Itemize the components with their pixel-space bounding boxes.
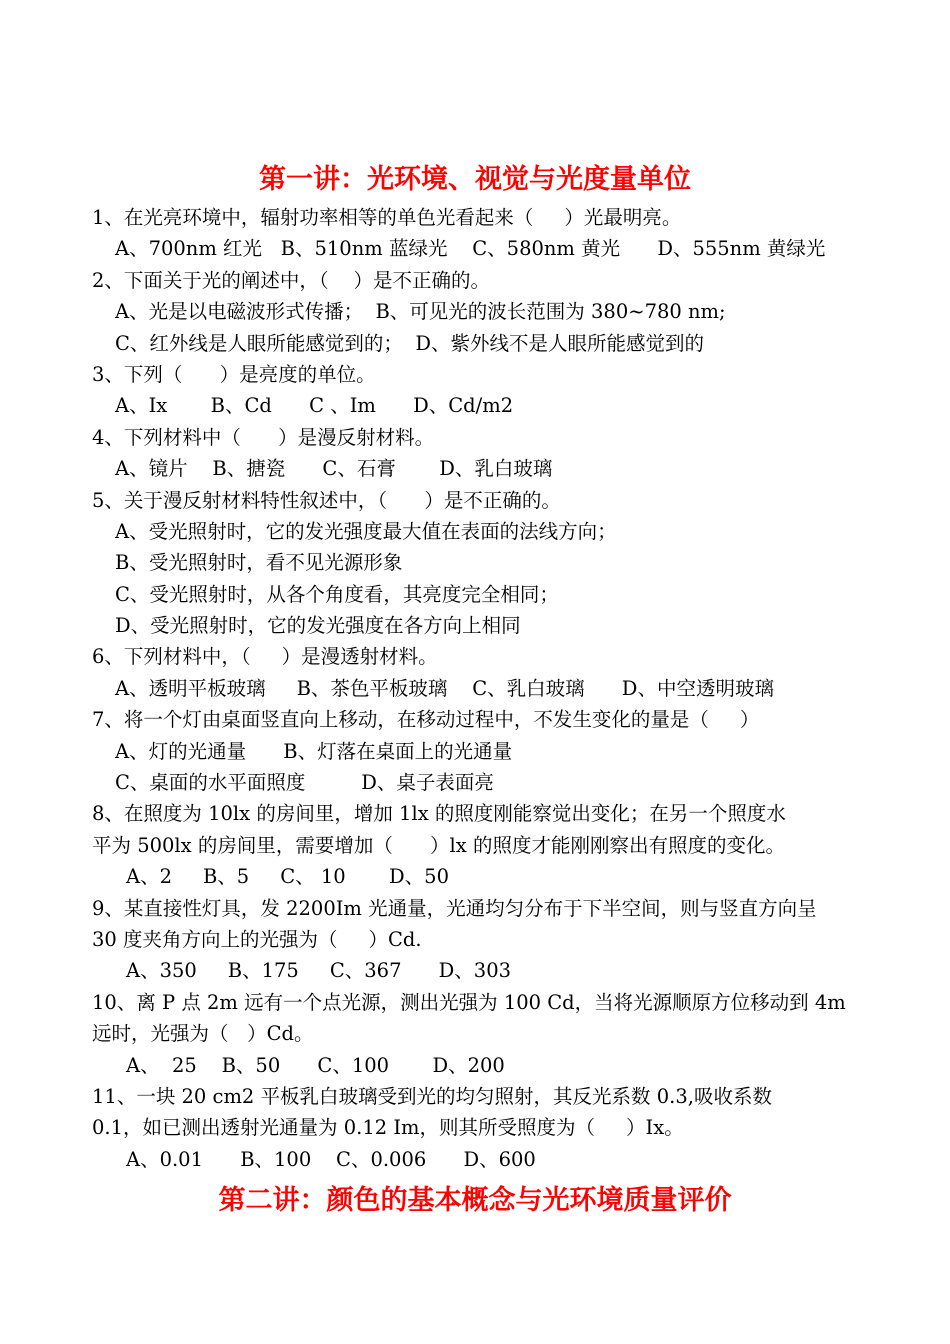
option-line: A、2 B、5 C、 10 D、50: [126, 865, 449, 889]
question-line: 8、在照度为 10lx 的房间里，增加 1lx 的照度刚能察觉出变化；在另一个照度水: [92, 802, 786, 826]
question-line: 1、在光亮环境中，辐射功率相等的单色光看起来（ ）光最明亮。: [92, 206, 682, 229]
option-line: A、受光照射时，它的发光强度最大值在表面的法线方向；: [115, 519, 617, 543]
option-line: A、Ix B、Cd C 、Im D、Cd/m2: [115, 394, 514, 418]
option-line: A、0.01 B、100 C、0.006 D、600: [126, 1147, 536, 1171]
question-line: 6、下列材料中，（ ）是漫透射材料。: [92, 645, 438, 669]
question-line: 30 度夹角方向上的光强为（ ）Cd.: [92, 927, 422, 951]
question-line: 10、离 P 点 2m 远有一个点光源，测出光强为 100 Cd，当将光源顺原方位移动到 4m: [92, 990, 846, 1014]
option-line: A、 25 B、50 C、100 D、200: [126, 1053, 505, 1077]
question-line: 0.1，如已测出透射光通量为 0.12 Im，则其所受照度为（ ）Ix。: [92, 1116, 684, 1140]
option-line: A、透明平板玻璃 B、茶色平板玻璃 C、乳白玻璃 D、中空透明玻璃: [115, 676, 774, 700]
lecture-1-heading: 第一讲：光环境、视觉与光度量单位: [259, 164, 691, 195]
question-line: 2、下面关于光的阐述中，（ ）是不正确的。: [92, 268, 490, 292]
option-line: D、受光照射时，它的发光强度在各方向上相同: [115, 614, 521, 638]
option-line: A、700nm 红光 B、510nm 蓝绿光 C、580nm 黄光 D、555nm 黄绿光: [115, 237, 826, 261]
question-line: 3、下列（ ）是亮度的单位。: [92, 362, 376, 386]
question-line: 远时，光强为（ ）Cd。: [92, 1022, 314, 1046]
option-line: A、光是以电磁波形式传播； B、可见光的波长范围为 380~780 nm;: [115, 300, 726, 324]
option-line: A、灯的光通量 B、灯落在桌面上的光通量: [115, 739, 513, 763]
question-line: 7、将一个灯由桌面竖直向上移动，在移动过程中，不发生变化的量是（ ）: [92, 708, 760, 732]
lecture-2-heading: 第二讲：颜色的基本概念与光环境质量评价: [218, 1185, 732, 1216]
question-line: 5、关于漫反射材料特性叙述中，（ ）是不正确的。: [92, 488, 561, 512]
option-line: B、受光照射时，看不见光源形象: [115, 551, 403, 575]
question-list: [0, 202, 950, 1175]
option-line: C、受光照射时，从各个角度看，其亮度完全相同；: [115, 582, 559, 606]
question-line: 9、某直接性灯具，发 2200Im 光通量，光通均匀分布于下半空间，则与竖直方向呈: [92, 896, 817, 920]
question-line: 平为 500lx 的房间里，需要增加（ ）lx 的照度才能刚刚察出有照度的变化。: [92, 833, 785, 857]
option-line: A、350 B、175 C、367 D、303: [126, 959, 512, 983]
option-line: C、桌面的水平面照度 D、桌子表面亮: [115, 771, 494, 795]
question-line: 4、下列材料中（ ）是漫反射材料。: [92, 425, 435, 449]
option-line: C、红外线是人眼所能感觉到的； D、紫外线不是人眼所能感觉到的: [115, 331, 704, 355]
option-line: A、镜片 B、搪瓷 C、石膏 D、乳白玻璃: [115, 457, 553, 481]
question-line: 11、一块 20 cm2 平板乳白玻璃受到光的均匀照射，其反光系数 0.3,吸收系数: [92, 1084, 772, 1108]
